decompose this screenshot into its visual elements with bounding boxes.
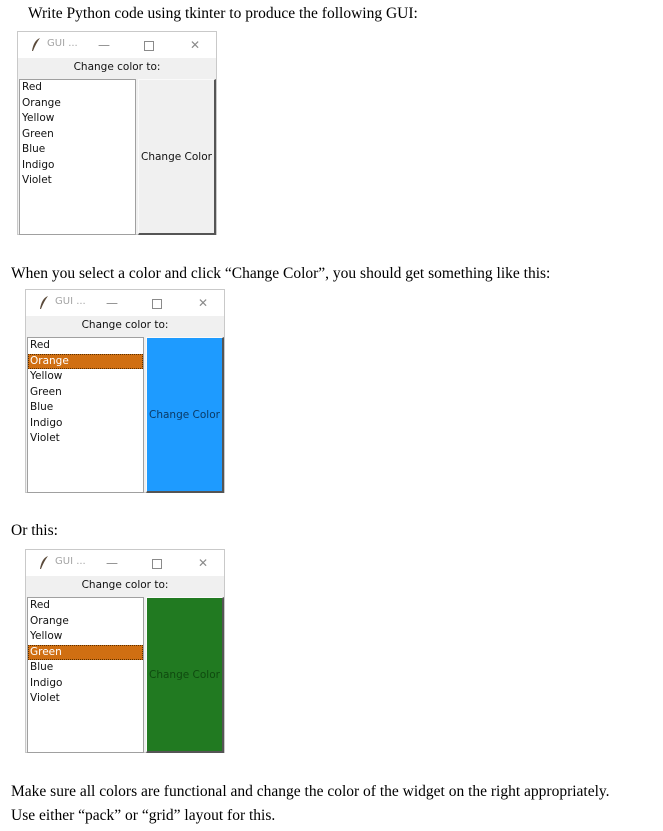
intro-text: Write Python code using tkinter to produce the following GUI:: [28, 5, 418, 22]
minimize-icon[interactable]: —: [98, 38, 110, 52]
list-item[interactable]: Green: [22, 127, 54, 140]
tk-window-default: [17, 31, 217, 235]
maximize-icon[interactable]: [147, 293, 167, 313]
list-item[interactable]: Violet: [22, 174, 52, 186]
change-color-button[interactable]: Change Color: [146, 597, 224, 753]
minimize-icon[interactable]: —: [106, 556, 118, 570]
list-item[interactable]: Violet: [30, 432, 60, 444]
caption-label: Change color to:: [81, 579, 169, 591]
list-item[interactable]: Indigo: [22, 158, 55, 171]
list-item-selected[interactable]: Orange: [28, 354, 143, 370]
close-icon[interactable]: ✕: [189, 38, 201, 52]
list-item[interactable]: Red: [30, 339, 50, 351]
list-item[interactable]: Yellow: [22, 112, 55, 124]
feather-icon: [37, 295, 51, 311]
list-item[interactable]: Red: [22, 81, 42, 93]
feather-icon: [37, 555, 51, 571]
list-item[interactable]: Yellow: [30, 370, 63, 382]
title-bar[interactable]: [26, 290, 224, 316]
list-item[interactable]: Blue: [22, 143, 46, 155]
color-listbox[interactable]: [27, 337, 144, 493]
window-title: GUI ...: [47, 38, 78, 49]
tk-window-green: [25, 549, 225, 753]
select-instruction-text: When you select a color and click “Change Color”, you should get something like this:: [11, 265, 551, 282]
list-item[interactable]: Red: [30, 599, 50, 611]
list-item[interactable]: Orange: [22, 96, 61, 109]
title-bar[interactable]: [26, 550, 224, 576]
maximize-icon[interactable]: [147, 553, 167, 573]
layout-instruction-text: Use either “pack” or “grid” layout for this.: [11, 807, 276, 824]
list-item[interactable]: Blue: [30, 401, 54, 413]
color-listbox[interactable]: [27, 597, 144, 753]
close-icon[interactable]: ✕: [197, 296, 209, 310]
caption-label: Change color to:: [81, 319, 169, 331]
title-bar[interactable]: [18, 32, 216, 58]
window-title: GUI ...: [55, 556, 86, 567]
list-item[interactable]: Orange: [30, 614, 69, 627]
change-color-button[interactable]: Change Color: [138, 79, 216, 235]
list-item[interactable]: Indigo: [30, 416, 63, 429]
list-item[interactable]: Green: [30, 385, 62, 398]
tk-window-blue: [25, 289, 225, 493]
color-listbox[interactable]: [19, 79, 136, 235]
make-sure-text: Make sure all colors are functional and change the color of the widget on the right appropriately.: [11, 783, 610, 800]
change-color-button[interactable]: Change Color: [146, 337, 224, 493]
window-title: GUI ...: [55, 296, 86, 307]
minimize-icon[interactable]: —: [106, 296, 118, 310]
caption-label: Change color to:: [73, 61, 161, 73]
list-item[interactable]: Indigo: [30, 676, 63, 689]
list-item[interactable]: Yellow: [30, 630, 63, 642]
close-icon[interactable]: ✕: [197, 556, 209, 570]
list-item[interactable]: Blue: [30, 661, 54, 673]
maximize-icon[interactable]: [139, 35, 159, 55]
or-text: Or this:: [11, 522, 58, 539]
list-item-selected[interactable]: Green: [28, 645, 143, 661]
feather-icon: [29, 37, 43, 53]
list-item[interactable]: Violet: [30, 692, 60, 704]
